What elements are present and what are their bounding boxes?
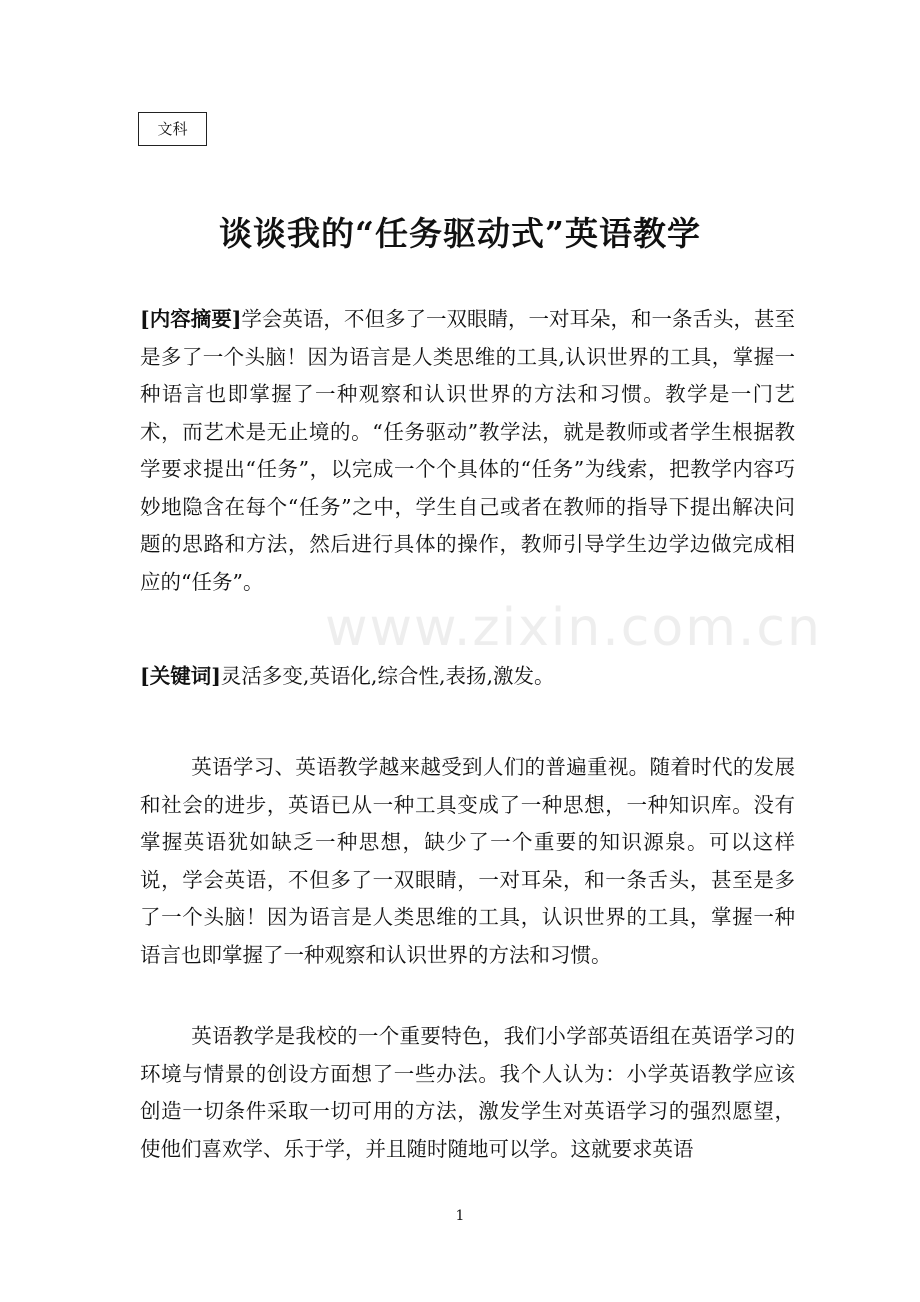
page-number: 1 bbox=[455, 1208, 465, 1224]
watermark: www.zixin.com.cn bbox=[325, 598, 822, 658]
keywords-label: [关键词] bbox=[140, 664, 221, 688]
abstract-section bbox=[140, 301, 795, 601]
category-label: 文科 bbox=[157, 120, 188, 138]
category-label-box bbox=[138, 112, 207, 146]
keywords-text: 灵活多变,英语化,综合性,表扬,激发。 bbox=[220, 664, 555, 688]
abstract-text: 学会英语，不但多了一双眼睛，一对耳朵，和一条舌头，甚至是多了一个头脑！因为语言是人类思维的工具,认识世界的工具，掌握一种语言也即掌握了一种观察和认识世界的方法和习惯。教学是一门艺术，而艺术是无止境的。“任务驱动”教学法，就是教师或者学生根据教学要求提出“任务”，以完成一个个具体的“任务”为线索，把教学内容巧妙地隐含在每个“任务”之中，学生自己或者在教师的指导下提出解决问题的思路和方法，然后进行具体的操作，教师引导学生边学边做完成相应的“任务”。 bbox=[140, 307, 795, 594]
keywords-section bbox=[140, 658, 795, 696]
document-title: 谈谈我的“任务驱动式”英语教学 bbox=[219, 214, 701, 253]
body-paragraph-2: 英语教学是我校的一个重要特色，我们小学部英语组在英语学习的环境与情景的创设方面想了一些办法。我个人认为：小学英语教学应该创造一切条件采取一切可用的方法，激发学生对英语学习的强烈愿望，使他们喜欢学、乐于学，并且随时随地可以学。这就要求英语 bbox=[140, 1024, 795, 1161]
abstract-label: [内容摘要] bbox=[140, 307, 242, 331]
body-paragraph-1: 英语学习、英语教学越来越受到人们的普遍重视。随着时代的发展和社会的进步，英语已从一种工具变成了一种思想，一种知识库。没有掌握英语犹如缺乏一种思想，缺少了一个重要的知识源泉。可以这样说，学会英语，不但多了一双眼睛，一对耳朵，和一条舌头，甚至是多了一个头脑！因为语言是人类思维的工具，认识世界的工具，掌握一种语言也即掌握了一种观察和认识世界的方法和习惯。 bbox=[140, 755, 795, 967]
